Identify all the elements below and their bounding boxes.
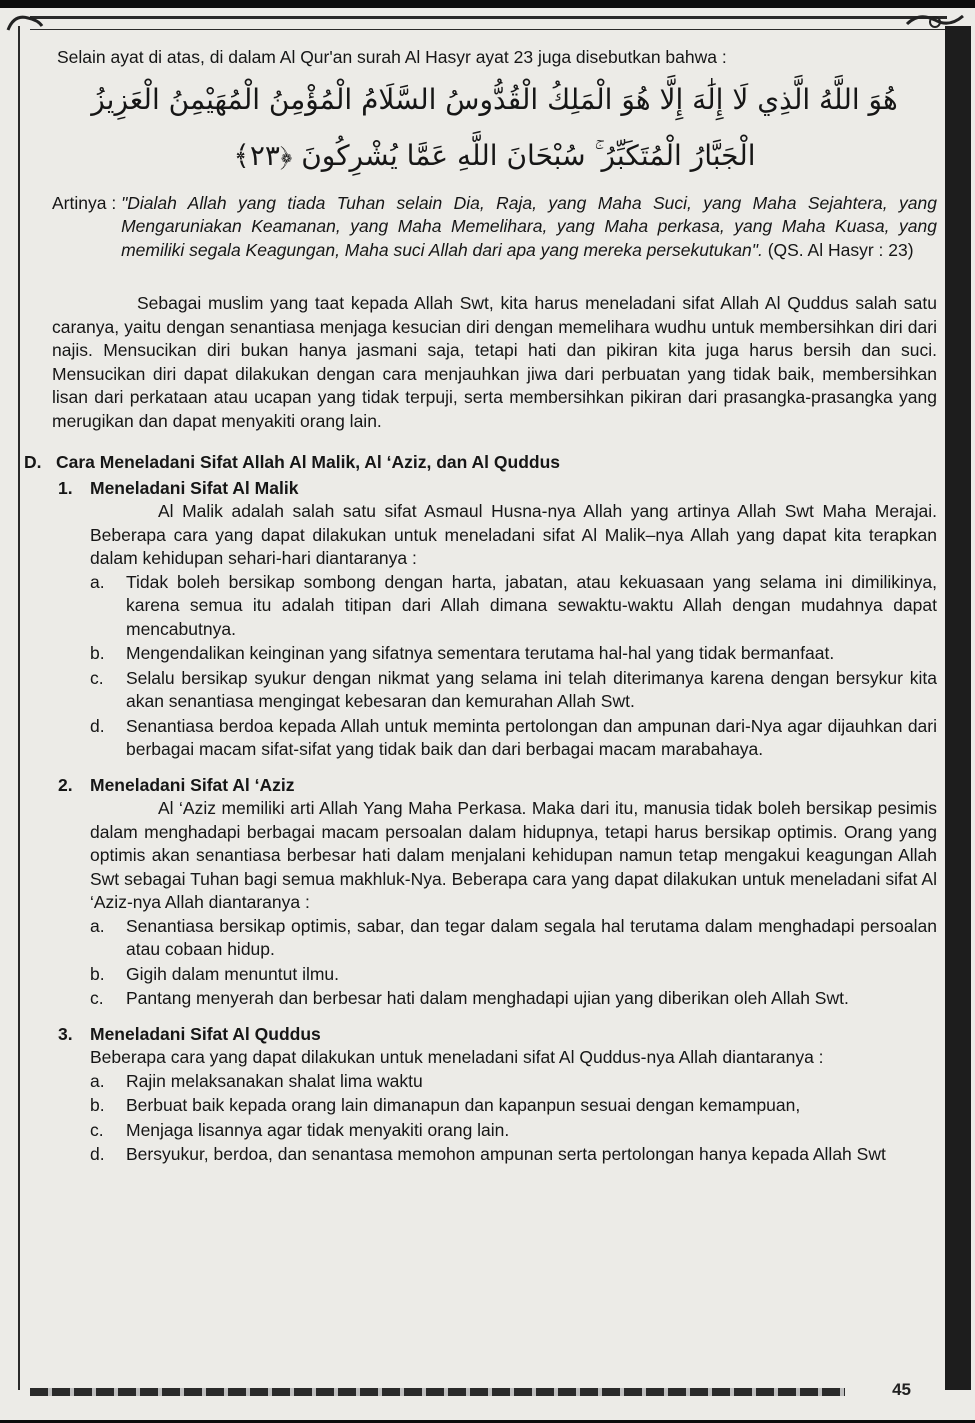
page-border-top <box>30 16 947 30</box>
al-malik-list <box>90 571 937 762</box>
paragraph-quddus: Sebagai muslim yang taat kepada Allah Swt, kita harus meneladani sifat Allah Al Quddus salah satu caranya, yaitu dengan senantiasa menjaga kesucian diri dengan memelihara wudhu untuk membersihkan diri dari najis. Mensucikan diri bukan hanya jasmani saja, tetapi hati dan pikiran kita juga harus bersih dan suci. Mensucikan diri dapat dilakukan dengan cara menjauhkan jiwa dari perbuatan yang tidak baik, membersihkan lisan dari perkataan atau ucapan yang tidak terpuji, serta membersihkan pikiran dari prasangka-prasangka yang merugikan dan dapat menyakiti orang lain. <box>52 293 937 431</box>
arabic-verse-line-1: هُوَ اللَّهُ الَّذِي لَا إِلَٰهَ إِلَّا هُوَ الْمَلِكُ الْقُدُّوسُ السَّلَامُ الْمُؤْمِنُ الْمُهَيْمِنُ الْعَزِيزُ <box>91 82 898 116</box>
arabic-verse-line-2: الْجَبَّارُ الْمُتَكَبِّرُ ۚ سُبْحَانَ اللَّهِ عَمَّا يُشْرِكُونَ ﴿٢٣﴾ <box>233 138 756 172</box>
subheading-al-quddus <box>58 1023 937 1047</box>
al-quddus-paragraph: Beberapa cara yang dapat dilakukan untuk meneladani sifat Al Quddus-nya Allah diantaranya : <box>90 1047 824 1067</box>
al-aziz-paragraph: Al ‘Aziz memiliki arti Allah Yang Maha Perkasa. Maka dari itu, manusia tidak boleh bersikap pesimis dalam menghadapi berbagai macam persoalan dalam hidupnya, tetapi harus bersikap optimis. Orang yang optimis akan senantiasa berbesar hati dalam menjalani kehidupan namun tetap mengakui keagungan Allah Swt sebagai Tuhan bagi semua makhluk-Nya. Beberapa cara yang dapat dilakukan untuk meneladani sifat Al ‘Aziz-nya Allah diantaranya : <box>90 798 937 912</box>
al-aziz-list <box>90 915 937 1011</box>
al-aziz-body <box>90 797 937 1011</box>
section-title: Cara Meneladani Sifat Allah Al Malik, Al ‘Aziz, dan Al Quddus <box>56 452 561 472</box>
translation-block <box>52 192 937 263</box>
subheading-number: 3. <box>58 1023 73 1044</box>
al-quddus-list <box>90 1070 937 1167</box>
translation-label: Artinya : <box>52 192 122 213</box>
list-item: a. Rajin melaksanakan shalat lima waktu <box>90 1070 423 1091</box>
subheading-title: Meneladani Sifat Al Malik <box>90 477 299 498</box>
page-number: 45 <box>892 1380 911 1399</box>
page-border-bottom <box>30 1388 845 1396</box>
list-item: c. Pantang menyerah dan berbesar hati dalam menghadapi ujian yang diberikan oleh Allah Swt. <box>90 988 849 1008</box>
subheading-number: 2. <box>58 774 73 795</box>
page-border-left <box>6 26 20 1390</box>
list-item: d. Bersyukur, berdoa, dan senantasa memohon ampunan serta pertolongan hanya kepada Allah Swt <box>90 1144 886 1164</box>
subheading-title: Meneladani Sifat Al Quddus <box>90 1023 321 1044</box>
list-item: c. Selalu bersikap syukur dengan nikmat yang selama ini telah diterimanya karena dengan bersykur kita akan senantiasa mengingat kebesaran dan kemurahan Allah Swt. <box>90 667 937 711</box>
list-item: c. Menjaga lisannya agar tidak menyakiti orang lain. <box>90 1119 510 1140</box>
list-item: a. Senantiasa bersikap optimis, sabar, dan tegar dalam segala hal terutama dalam menghadapi persoalan atau cobaan hidup. <box>90 915 937 959</box>
al-quddus-body <box>90 1046 937 1167</box>
subheading-number: 1. <box>58 477 73 498</box>
verse-reference: (QS. Al Hasyr : 23) <box>762 239 914 260</box>
corner-ornament-icon <box>905 10 965 36</box>
al-malik-body <box>90 500 937 762</box>
list-item: d. Senantiasa berdoa kepada Allah untuk meminta pertolongan dan ampunan dari-Nya agar dijauhkan dari berbagai macam sifat-sifat yang tidak baik dan dari berbagai macam marabahaya. <box>90 715 937 759</box>
subheading-al-malik <box>58 477 937 501</box>
subheading-al-aziz <box>58 774 937 798</box>
list-item: b. Gigih dalam menuntut ilmu. <box>90 963 340 984</box>
book-page <box>0 8 975 1420</box>
al-malik-paragraph: Al Malik adalah salah satu sifat Asmaul Husna-nya Allah yang artinya Allah Swt Maha Merajai. Beberapa cara yang dapat dilakukan untuk meneladani sifat Al Malik–nya Allah yang dapat kita terapkan dalam kehidupan sehari-hari diantaranya : <box>90 501 937 568</box>
section-letter: D. <box>24 452 42 472</box>
list-item: b. Mengendalikan keinginan yang sifatnya sementara terutama hal-hal yang tidak bermanfaat. <box>90 643 835 663</box>
intro-text: Selain ayat di atas, di dalam Al Qur'an surah Al Hasyr ayat 23 juga disebutkan bahwa : <box>57 47 727 67</box>
list-item: a. Tidak boleh bersikap sombong dengan harta, jabatan, atau kekuasaan yang selama ini dimilikinya, karena semua itu adalah titipan dari Allah dimana sewaktu-waktu Allah dengan mudahnya dapat mencabutnya. <box>90 571 937 639</box>
corner-ornament-icon <box>4 10 44 36</box>
subheading-title: Meneladani Sifat Al ‘Aziz <box>90 774 295 795</box>
section-heading <box>24 451 937 475</box>
page-border-right <box>945 26 971 1390</box>
translation-text: "Dialah Allah yang tiada Tuhan selain Dia, Raja, yang Maha Suci, yang Maha Sejahtera, yang Mengaruniakan Keamanan, yang Maha Memelihara, yang Maha perkasa, yang Maha Kuasa, yang memiliki segala Keagungan, Maha suci Allah dari apa yang mereka persekutukan". <box>121 192 937 260</box>
page-content <box>24 46 937 1168</box>
list-item: b. Berbuat baik kepada orang lain dimanapun dan kapanpun sesuai dengan kemampuan, <box>90 1095 801 1115</box>
